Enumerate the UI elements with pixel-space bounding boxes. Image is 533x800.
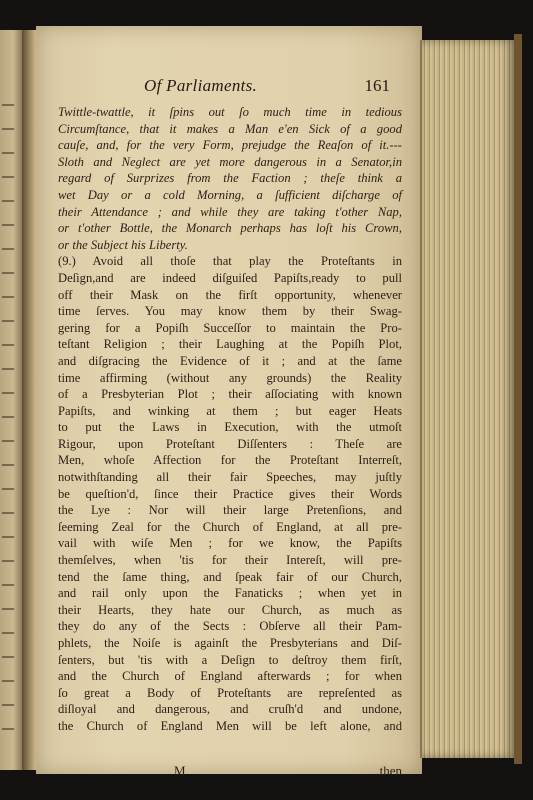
page-text xyxy=(58,104,402,735)
text-line: cauſe, and, for the very Form, prejudge the Reaſon of it.--- xyxy=(58,138,402,153)
text-line: tend the ſame thing, and ſpeak fair of our Church, xyxy=(58,569,402,584)
text-line: ſo great a Body of Proteſtants are repreſented as xyxy=(58,685,402,700)
text-line: they do any of the Sects : Obſerve all their Pam- xyxy=(58,619,402,634)
text-line: phlets, the Noiſe is againſt the Presbyterians and Diſ- xyxy=(58,636,402,650)
text-line: Twittle-twattle, it ſpins out ſo much time in tedious xyxy=(58,105,402,119)
text-line: regard of Surprizes from the Faction ; theſe think a xyxy=(58,171,402,186)
text-line: be queſtion'd, ſince their Practice gives their Words xyxy=(58,486,402,501)
book-cover-edge xyxy=(514,34,522,764)
page-block-edges xyxy=(420,40,516,758)
text-line: diſloyal and dangerous, and cruſh'd and undone, xyxy=(58,702,402,717)
text-line: off their Mask on the firſt opportunity, whenever xyxy=(58,287,402,302)
text-line: teſtant Religion ; their Laughing at the Popiſh Plot, xyxy=(58,337,402,352)
text-line: to put the Laws in Execution, with the utmoſt xyxy=(58,420,402,435)
catchword: then xyxy=(379,763,402,778)
body-paragraph xyxy=(58,253,402,734)
left-page-text-bleed xyxy=(2,90,14,750)
text-line: Men, whoſe Affection for the Proteſtant Interreſt, xyxy=(58,453,402,468)
page-header xyxy=(60,76,390,98)
running-title: Of Parliaments. xyxy=(144,76,258,95)
text-line: their Hearts, they hate our Church, as much as xyxy=(58,602,402,617)
text-line: notwithſtanding all their fair Speeches, may juſtly xyxy=(58,470,402,485)
text-line: wet Day or a cold Morning, a ſufficient diſcharge of xyxy=(58,187,402,202)
text-line: or t'other Bottle, the Monarch perhaps has loſt his Crown, xyxy=(58,221,402,236)
page-number: 161 xyxy=(364,76,390,95)
text-line: themſelves, when 'tis for their Intereſt, will pre- xyxy=(58,553,402,568)
text-line: and rail only upon the Fanaticks ; when yet in xyxy=(58,586,402,601)
text-line: Rigour, upon Proteſtant Diſſenters : Theſe are xyxy=(58,436,402,451)
text-line: the Lye : Nor will their large Pretenſions, and xyxy=(58,503,402,518)
text-line: their Attendance ; and while they are taking t'other Nap, xyxy=(58,204,402,219)
text-line: Circumſtance, that it makes a Man e'en Sick of a good xyxy=(58,121,402,136)
italic-quotation xyxy=(58,104,402,253)
text-line: or the Subject his Liberty. xyxy=(58,237,188,252)
text-line: of a Presbyterian Plot ; their aſſociating with known xyxy=(58,387,402,402)
text-line: and the Church of England afterwards ; for when xyxy=(58,669,402,684)
text-line: time affirming (without any grounds) the Reality xyxy=(58,370,402,385)
text-line: (9.) Avoid all thoſe that play the Proteſtants in xyxy=(58,254,402,269)
book-gutter xyxy=(22,30,36,770)
text-line: Papiſts, and winking at them ; but eager Heats xyxy=(58,403,402,418)
text-line: time ſerves. You may know them by their Swag- xyxy=(58,304,402,319)
text-line: ſeeming Zeal for the Church of England, at all pre- xyxy=(58,519,402,534)
text-line: and diſgracing the Evidence of it ; and at the ſame xyxy=(58,353,402,368)
text-line: vail with wiſe Men ; for we know, the Papiſts xyxy=(58,536,402,551)
text-line: ſenters, but 'tis with a Deſign to deſtroy them firſt, xyxy=(58,652,402,667)
text-line: the Church of England Men will be left alone, and xyxy=(58,718,402,733)
left-page-edge xyxy=(0,30,22,770)
text-line: Sloth and Neglect are yet more dangerous in a Senator,in xyxy=(58,154,402,169)
signature-mark: M xyxy=(174,763,186,778)
text-line: Deſign,and are indeed diſguiſed Papiſts,ready to pull xyxy=(58,270,402,285)
text-line: gering for a Popiſh Succeſſor to maintain the Pro- xyxy=(58,320,402,335)
page-footer xyxy=(58,763,402,781)
